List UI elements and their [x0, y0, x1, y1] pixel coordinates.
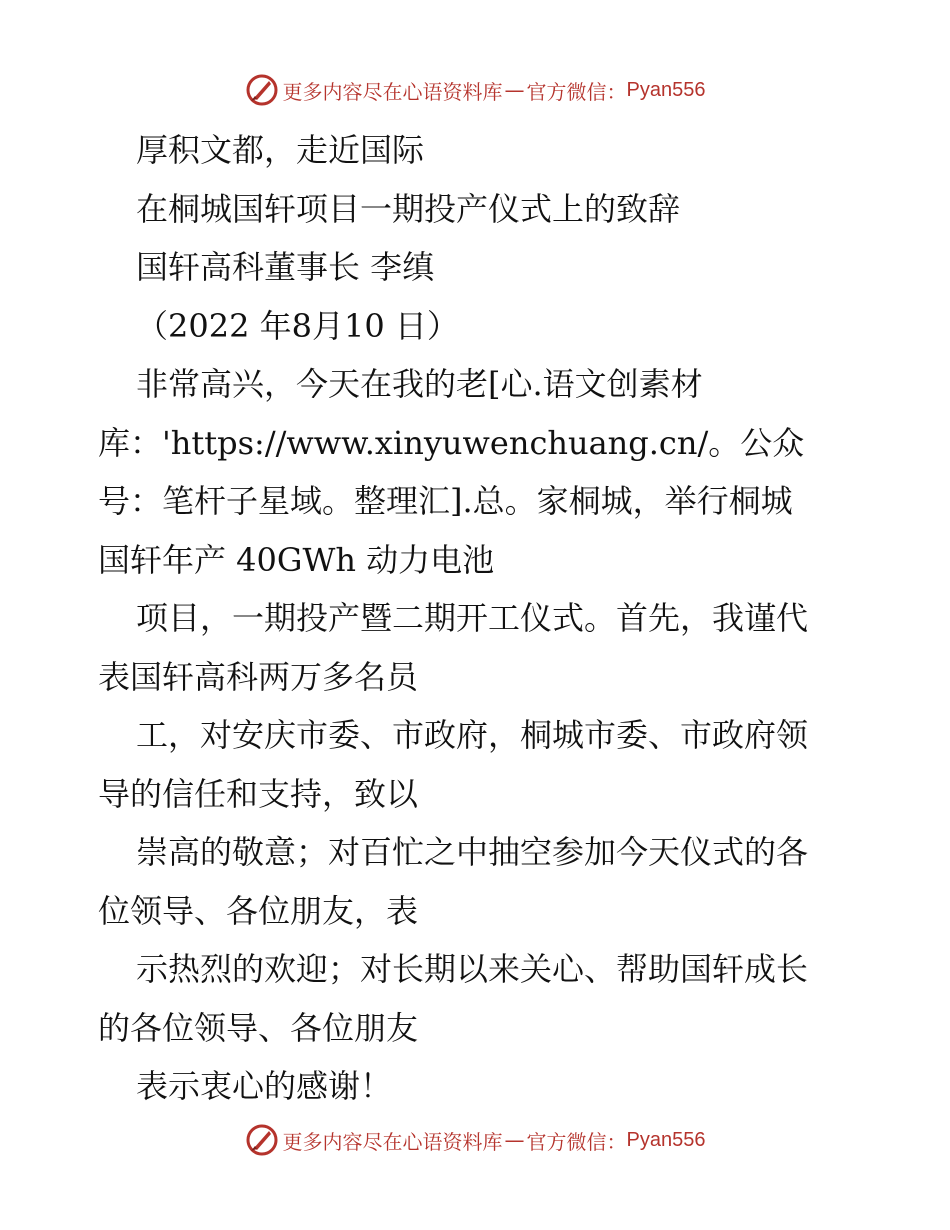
body-line: 崇高的敬意；对百忙之中抽空参加今天仪式的各: [136, 833, 809, 871]
body-line: 国轩年产 40GWh 动力电池: [98, 540, 495, 579]
watermark-footer: [0, 1120, 950, 1160]
watermark-dash: —: [504, 1128, 525, 1152]
watermark-handle: Pyan556: [626, 1128, 706, 1151]
body-line: 在桐城国轩项目一期投产仪式上的致辞: [136, 189, 681, 228]
body-line: 项目，一期投产暨二期开工仪式。首先，我谨代: [136, 599, 809, 637]
watermark-dash: —: [504, 78, 525, 102]
quill-logo-icon: [245, 1123, 279, 1157]
body-line: 表国轩高科两万多名员: [98, 657, 419, 696]
body-line: 的各位领导、各位朋友: [98, 1008, 419, 1047]
body-line: 厚积文都，走近国际: [136, 131, 425, 169]
body-line: 表示衷心的感谢！: [136, 1067, 393, 1105]
watermark-text: 更多内容尽在心语资料库: [282, 79, 503, 104]
body-line: 国轩高科董事长 李缜: [136, 248, 435, 286]
body-line: 位领导、各位朋友，表: [98, 891, 419, 930]
watermark-header: [0, 70, 950, 110]
watermark-official: 官方微信：: [526, 79, 627, 104]
document-body: [98, 121, 858, 1116]
body-line: 示热烈的欢迎；对长期以来关心、帮助国轩成长: [136, 950, 809, 988]
watermark-official: 官方微信：: [526, 1129, 627, 1154]
body-line: 库：'https://www.xinyuwenchuang.cn/。公众: [98, 423, 805, 462]
watermark-text: 更多内容尽在心语资料库: [282, 1129, 503, 1154]
body-line: 导的信任和支持，致以: [98, 774, 419, 813]
body-line: 非常高兴，今天在我的老[心.语文创素材: [136, 365, 703, 403]
body-line: （2022 年8月10 日）: [136, 306, 459, 345]
body-line: 工，对安庆市委、市政府，桐城市委、市政府领: [136, 716, 809, 754]
watermark-handle: Pyan556: [626, 78, 706, 101]
quill-logo-icon: [245, 73, 279, 107]
body-line: 号：笔杆子星域。整理汇].总。家桐城，举行桐城: [98, 482, 793, 520]
